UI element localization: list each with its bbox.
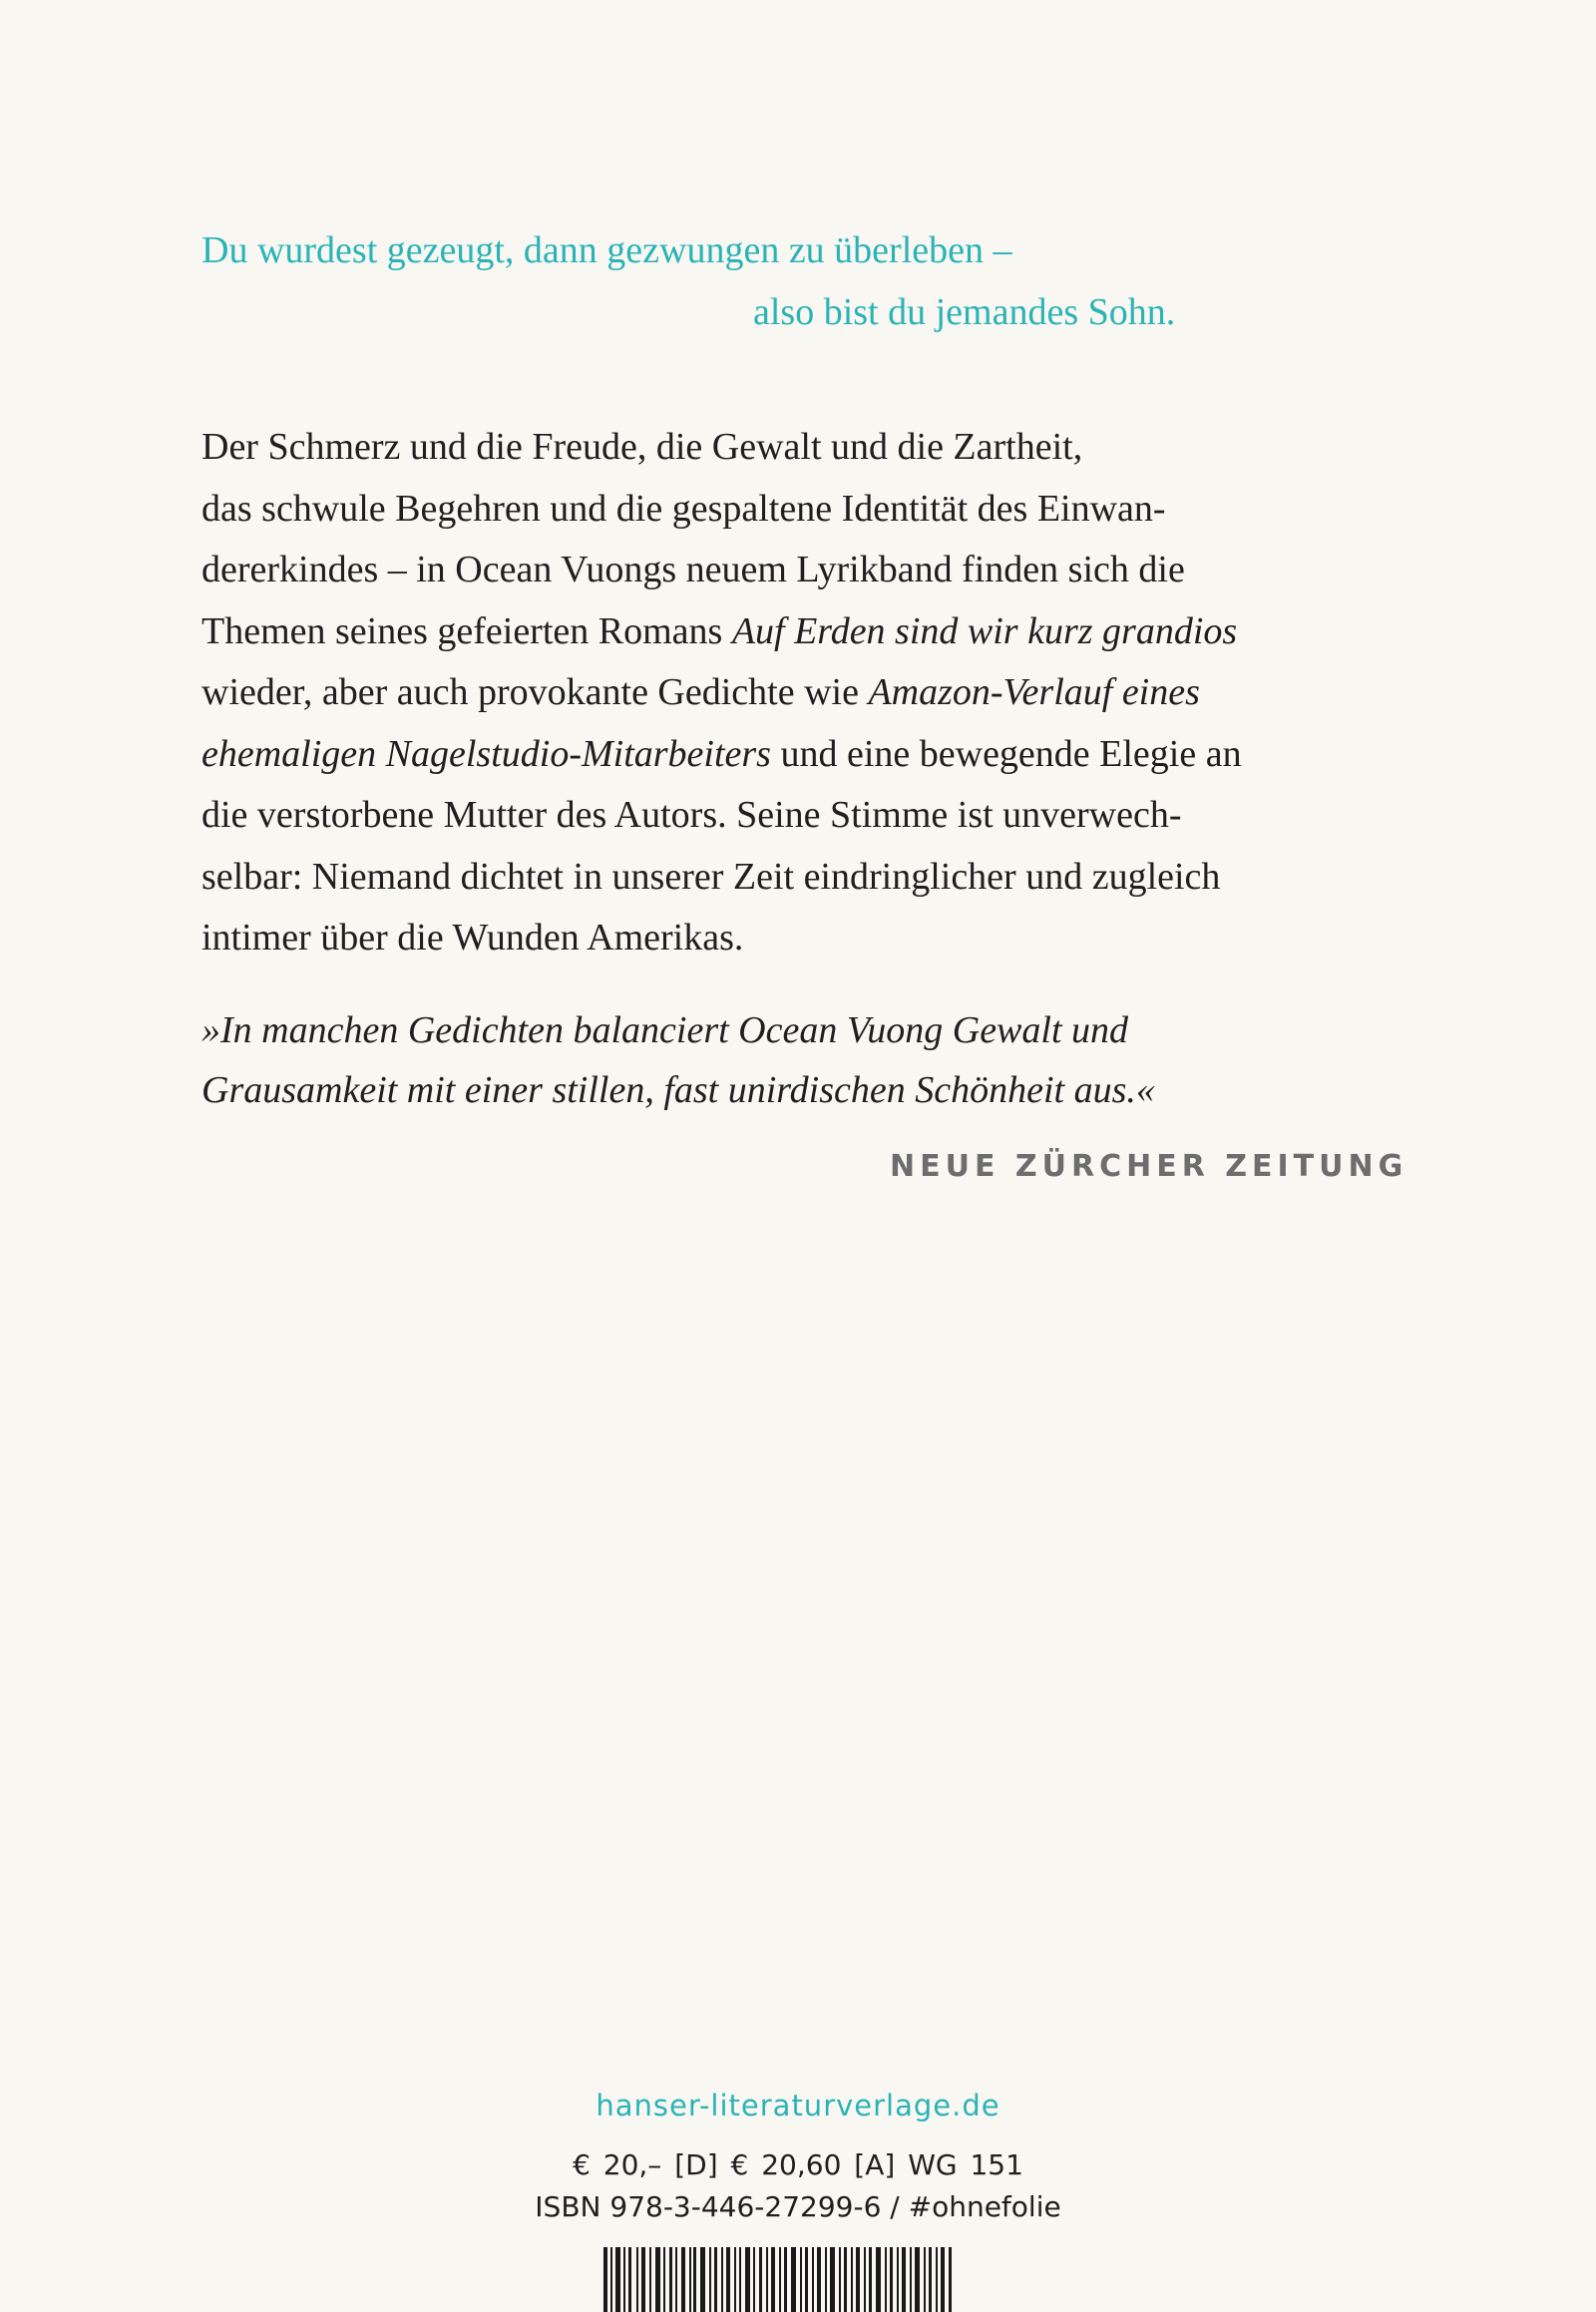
- quote-source: NEUE ZÜRCHER ZEITUNG: [890, 1149, 1408, 1184]
- poem-title-part-2: ehemaligen Nagelstudio-Mitarbeiters: [201, 732, 771, 775]
- blurb-line-8: selbar: Niemand dichtet in unserer Zeit eindringlicher und zugleich: [201, 855, 1221, 898]
- blurb-line-4: [201, 601, 1398, 663]
- blurb-line-1: Der Schmerz und die Freude, die Gewalt und die Zartheit,: [201, 426, 1083, 468]
- epigraph: [201, 219, 1249, 343]
- epigraph-line-1: Du wurdest gezeugt, dann gezwungen zu überleben –: [201, 229, 1012, 271]
- press-quote-line-1: »In manchen Gedichten balanciert Ocean Vuong Gewalt und: [201, 1009, 1129, 1051]
- barcode-bars: [603, 2247, 952, 2312]
- blurb-line-5-text: wieder, aber auch provokante Gedichte wie: [201, 671, 869, 713]
- blurb-line-2: das schwule Begehren und die gespaltene Identität des Einwan-: [201, 487, 1166, 530]
- novel-title: Auf Erden sind wir kurz grandios: [731, 609, 1238, 652]
- blurb-line-6-text: und eine bewegende Elegie an: [770, 732, 1242, 775]
- publisher-website: hanser-literaturverlage.de: [596, 2089, 1000, 2122]
- blurb-line-6: [201, 724, 1398, 786]
- barcode: [603, 2247, 953, 2312]
- poem-title-part-1: Amazon-Verlauf eines: [868, 671, 1200, 713]
- blurb-text: [201, 417, 1398, 969]
- blurb-line-9: intimer über die Wunden Amerikas.: [201, 917, 744, 959]
- epigraph-line-2: also bist du jemandes Sohn.: [753, 291, 1176, 333]
- isbn: ISBN 978-3-446-27299-6 / #ohnefolie: [535, 2190, 1061, 2223]
- blurb-line-5: [201, 662, 1398, 724]
- price-info: € 20,– [D] € 20,60 [A] WG 151: [573, 2148, 1023, 2181]
- press-quote: [201, 1000, 1398, 1120]
- press-quote-line-2: Grausamkeit mit einer stillen, fast unirdischen Schönheit aus.«: [201, 1069, 1155, 1111]
- blurb-line-7: die verstorbene Mutter des Autors. Seine Stimme ist unverwech-: [201, 794, 1182, 836]
- blurb-line-4-text: Themen seines gefeierten Romans: [201, 609, 732, 652]
- blurb-line-3: dererkindes – in Ocean Vuongs neuem Lyrikband finden sich die: [201, 549, 1185, 590]
